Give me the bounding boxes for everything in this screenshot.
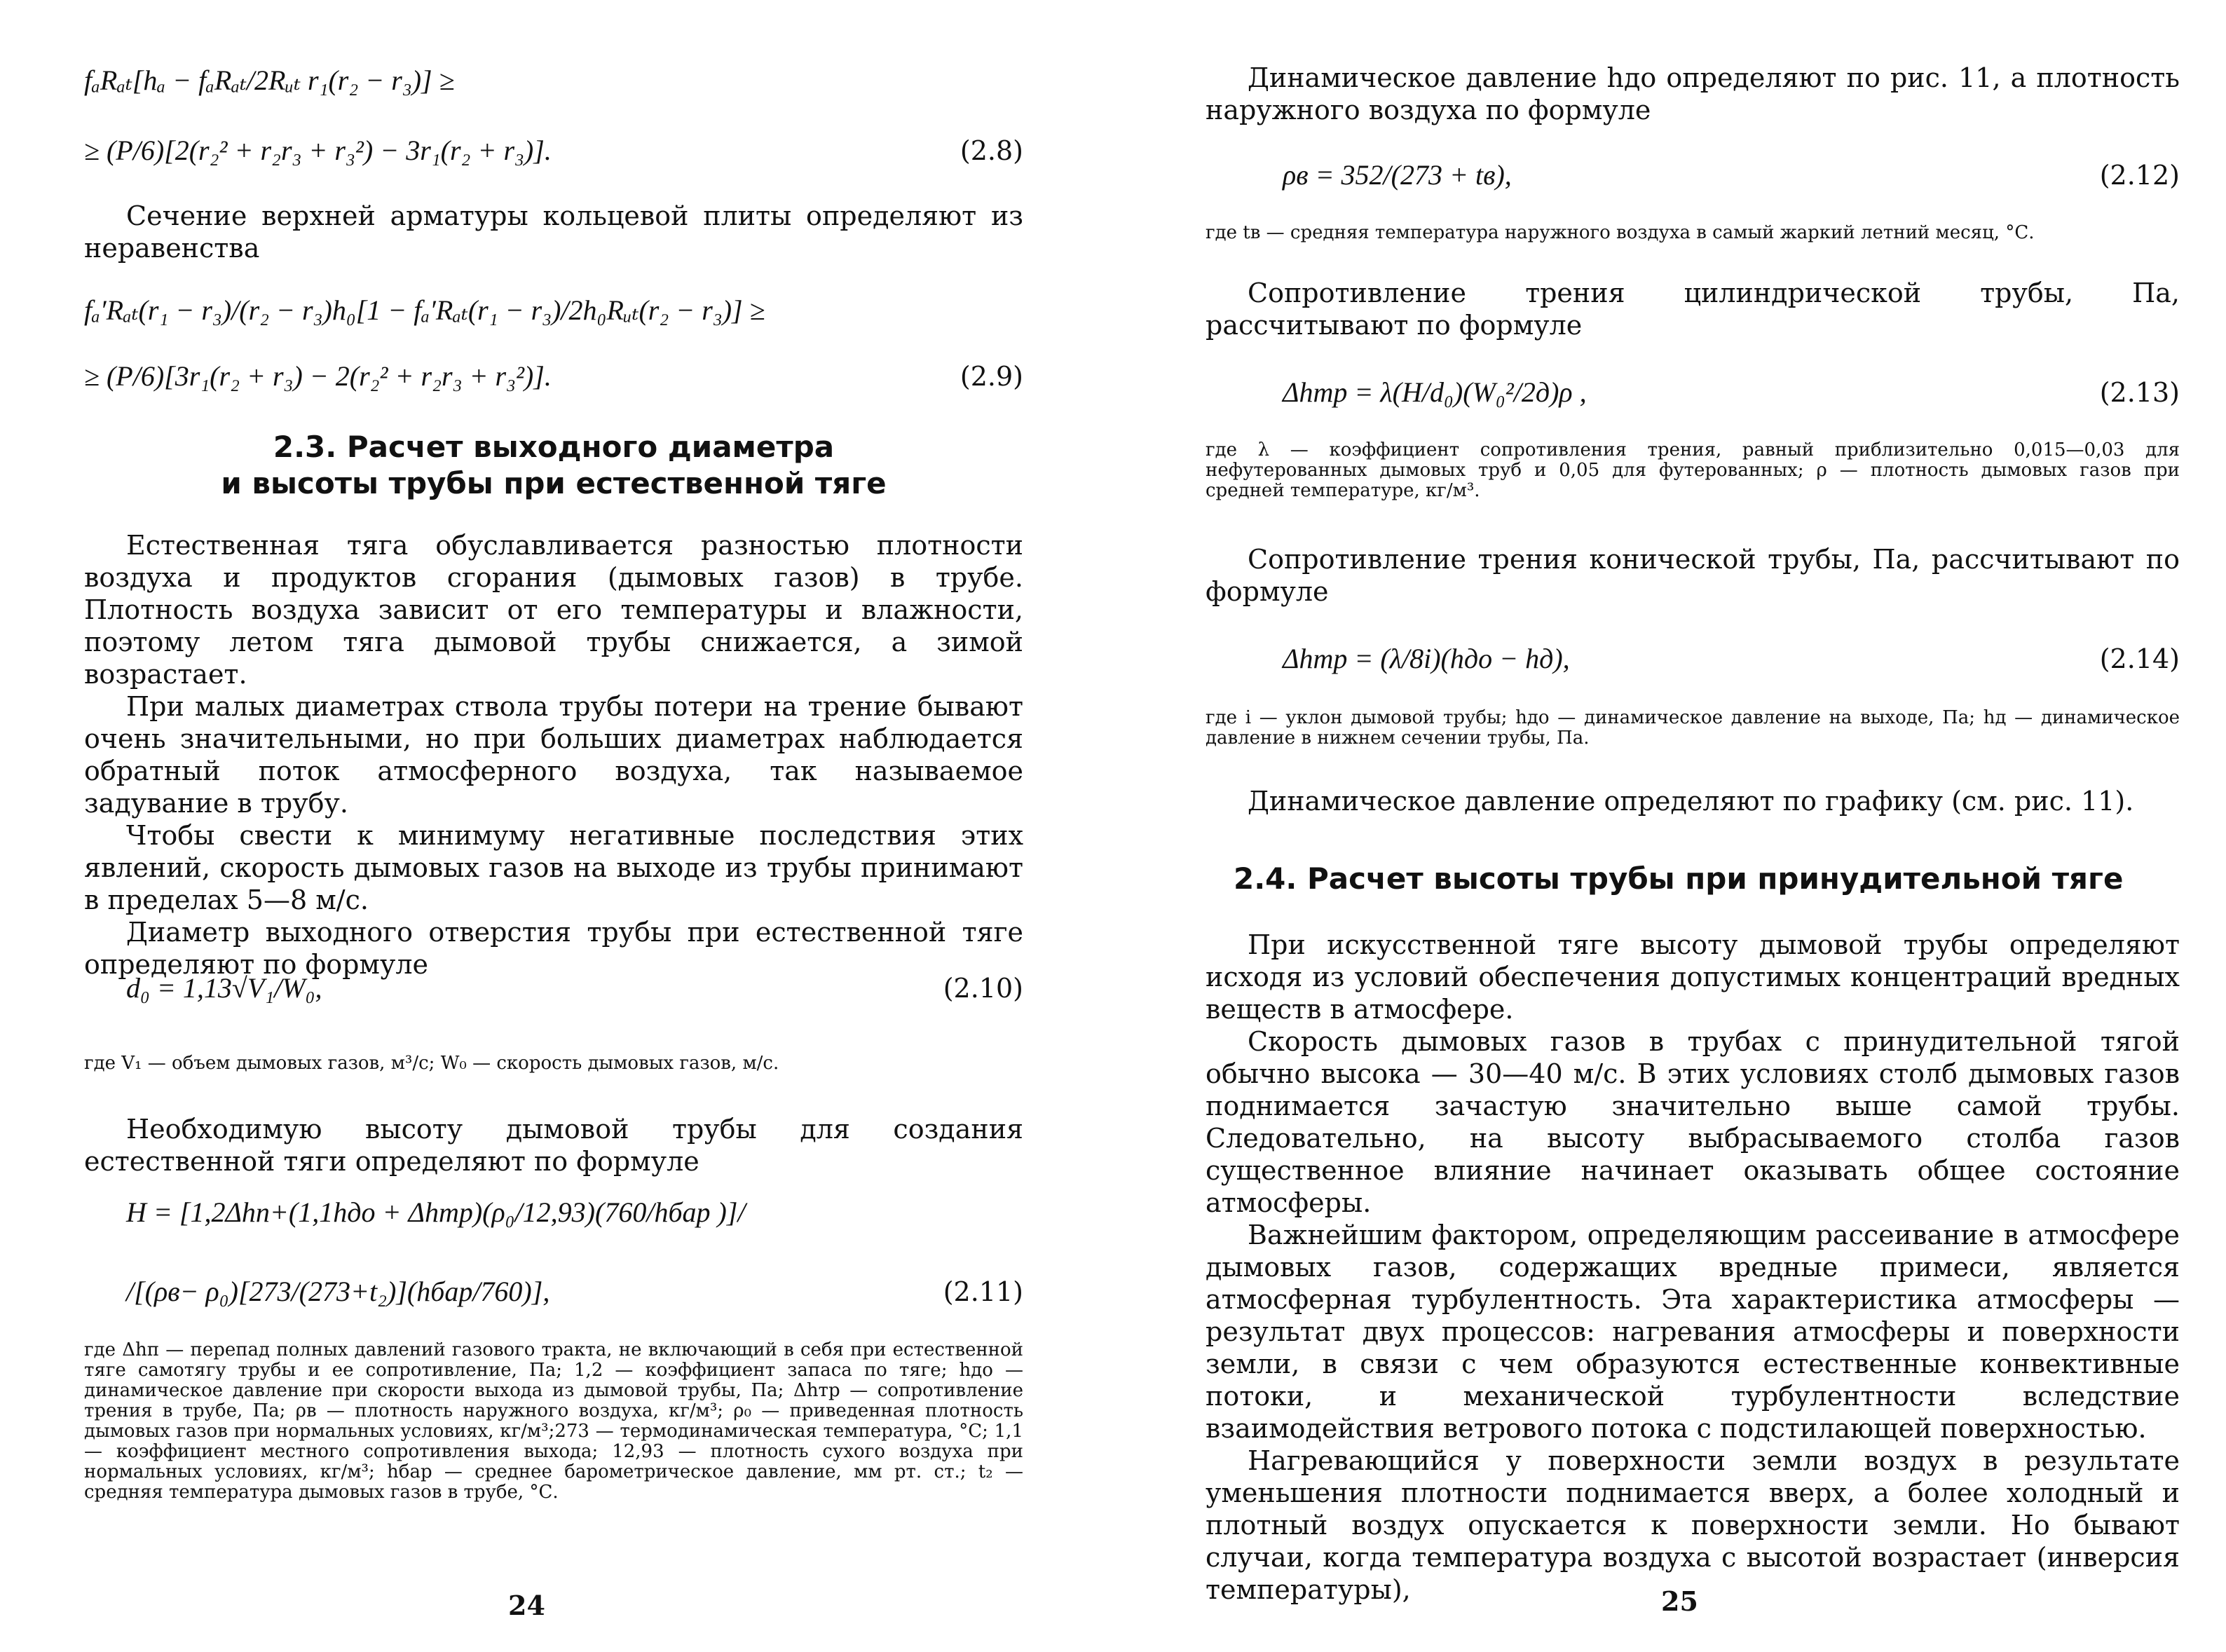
- paragraph: Диаметр выходного отверстия трубы при естественной тяге определяют по формуле: [84, 917, 1023, 980]
- equation-2-9-line1: fₐ′Rₐₜ(r₁ − r₃)/(r₂ − r₃)h₀[1 − fₐ′Rₐₜ(r₁ − r₃)/2h₀Rᵤₜ(r₂ − r₃)] ≥: [84, 294, 765, 326]
- paragraph-height: Необходимую высоту дымовой трубы для создания естественной тяги определяют по формуле: [84, 1114, 1023, 1177]
- equation-2-11-line1: H = [1,2Δhп+(1,1hдо + Δhтр)(ρ₀/12,93)(760/hбар )]/: [126, 1196, 746, 1228]
- equation-2-10: d₀ = 1,13√V₁/W₀, (2.10): [84, 971, 1023, 1006]
- section-heading-2-4: 2.4. Расчет высоты трубы при принудительной тяге: [1234, 861, 2124, 896]
- paragraph: Чтобы свести к минимуму негативные последствия этих явлений, скорость дымовых газов на выходе из трубы принимают в пределах 5—8 м/с.: [84, 820, 1023, 915]
- section-heading-2-3: [84, 429, 1023, 502]
- equation-number: (2.8): [960, 135, 1023, 166]
- equation-2-12: ρв = 352/(273 + tв), (2.12): [1206, 158, 2180, 193]
- body-text-block: [84, 529, 1023, 981]
- paragraph: Нагревающийся у поверхности земли воздух в результате уменьшения плотности поднимается вверх, а более холодный и плотный воздух опускается к поверхности земли. Но бывают случаи, когда температура воздуха с высотой возрастает (инверсия температуры),: [1206, 1445, 2180, 1605]
- heading-line: и высоты трубы при естественной тяге: [221, 466, 887, 500]
- note-2-11: где Δhп — перепад полных давлений газового тракта, не включающий в себя при естественной тяге самотягу трубы и ее сопротивление, Па; 1,2 — коэффициент запаса по тяге; hдо — динамическое давление при скорости выхода из дымовой трубы, Па; Δhтр — сопротивление трения в трубе, Па; ρв — плотность наружного воздуха, кг/м³; ρ₀ — приведенная плотность дымовых газов при нормальных условиях, кг/м³;273 — термодинамическая температура, °С; 1,1 — коэффициент местного сопротивления выхода; 12,93 — плотность сухого воздуха при нормальных условиях, кг/м³; hбар — среднее барометрическое давление, мм рт. ст.; t₂ — средняя температура дымовых газов в трубе, °С.: [84, 1339, 1023, 1503]
- equation-2-8-line2: ≥ (P/6)[2(r₂² + r₂r₃ + r₃²) − 3r₁(r₂ + r₃)]. (2.8): [84, 133, 1023, 168]
- equation-number: (2.10): [943, 973, 1023, 1004]
- right-page: [1206, 0, 2180, 1652]
- note-2-14: где i — уклон дымовой трубы; hдо — динамическое давление на выходе, Па; hд — динамическое давление в нижнем сечении трубы, Па.: [1206, 707, 2180, 749]
- paragraph: При малых диаметрах ствола трубы потери на трение бывают очень значительными, но при больших диаметрах наблюдается обратный поток атмосферного воздуха, так называемое задувание в трубу.: [84, 691, 1023, 819]
- paragraph: Важнейшим фактором, определяющим рассеивание в атмосфере дымовых газов, содержащих вредные примеси, является атмосферная турбулентность. Эта характеристика атмосферы — результат двух процессов: нагревания атмосферы и поверхности земли, в связи с чем образуются естественные конвективные потоки, и механической турбулентности вследствие взаимодействия ветрового потока с подстилающей поверхностью.: [1206, 1220, 2180, 1444]
- equation-number: (2.9): [960, 361, 1023, 392]
- note-2-10: где V₁ — объем дымовых газов, м³/с; W₀ — скорость дымовых газов, м/с.: [84, 1053, 779, 1074]
- equation-number: (2.13): [2099, 377, 2180, 408]
- equation-2-9-line2: ≥ (P/6)[3r₁(r₂ + r₃) − 2(r₂² + r₂r₃ + r₃²)]. (2.9): [84, 359, 1023, 394]
- page-number: 25: [1661, 1585, 1698, 1617]
- paragraph-dynamic-pressure: Динамическое давление hдо определяют по рис. 11, а плотность наружного воздуха по формуле: [1206, 62, 2180, 125]
- paragraph-graph: Динамическое давление определяют по графику (см. рис. 11).: [1248, 786, 2134, 817]
- equation-2-14: Δhтр = (λ/8i)(hдо − hд), (2.14): [1206, 641, 2180, 676]
- equation-2-13: Δhтр = λ(H/d₀)(W₀²/2д)ρ , (2.13): [1206, 375, 2180, 410]
- equation-number: (2.11): [943, 1276, 1023, 1307]
- note-2-13: где λ — коэффициент сопротивления трения, равный приблизительно 0,015—0,03 для нефутерованных дымовых труб и 0,05 для футерованных; ρ — плотность дымовых газов при средней температуре, кг/м³.: [1206, 439, 2180, 501]
- paragraph: Естественная тяга обуславливается разностью плотности воздуха и продуктов сгорания (дымовых газов) в трубе. Плотность воздуха зависит от его температуры и влажности, поэтому летом тяга дымовой трубы снижается, а зимой возрастает.: [84, 530, 1023, 690]
- page-number: 24: [508, 1590, 545, 1621]
- body-text-block: [1206, 929, 2180, 1606]
- paragraph-conical-friction: Сопротивление трения конической трубы, Па, рассчитывают по формуле: [1206, 544, 2180, 607]
- left-page: [84, 0, 1023, 1652]
- paragraph-upper-reinforcement: Сечение верхней арматуры кольцевой плиты определяют из неравенства: [84, 200, 1023, 264]
- equation-2-11-line2: /[(ρв− ρ₀)[273/(273+t₂)](hбар/760)], (2.11): [84, 1274, 1023, 1309]
- paragraph: При искусственной тяге высоту дымовой трубы определяют исходя из условий обеспечения допустимых концентраций вредных веществ в атмосфере.: [1206, 929, 2180, 1025]
- note-2-12: где tв — средняя температура наружного воздуха в самый жаркий летний месяц, °С.: [1206, 222, 2035, 243]
- equation-2-8-line1: fₐRₐₜ[hₐ − fₐRₐₜ/2Rᵤₜ r₁(r₂ − r₃)] ≥: [84, 64, 455, 96]
- heading-line: 2.3. Расчет выходного диаметра: [273, 430, 835, 464]
- paragraph-cylindrical-friction: Сопротивление трения цилиндрической трубы, Па, рассчитывают по формуле: [1206, 278, 2180, 341]
- equation-number: (2.14): [2099, 643, 2180, 674]
- equation-number: (2.12): [2099, 160, 2180, 191]
- paragraph: Скорость дымовых газов в трубах с принудительной тягой обычно высока — 30—40 м/с. В этих условиях столб дымовых газов поднимается зачастую значительно выше самой трубы. Следовательно, на высоту выбрасываемого столба газов существенное влияние начинает оказывать общее состояние атмосферы.: [1206, 1026, 2180, 1218]
